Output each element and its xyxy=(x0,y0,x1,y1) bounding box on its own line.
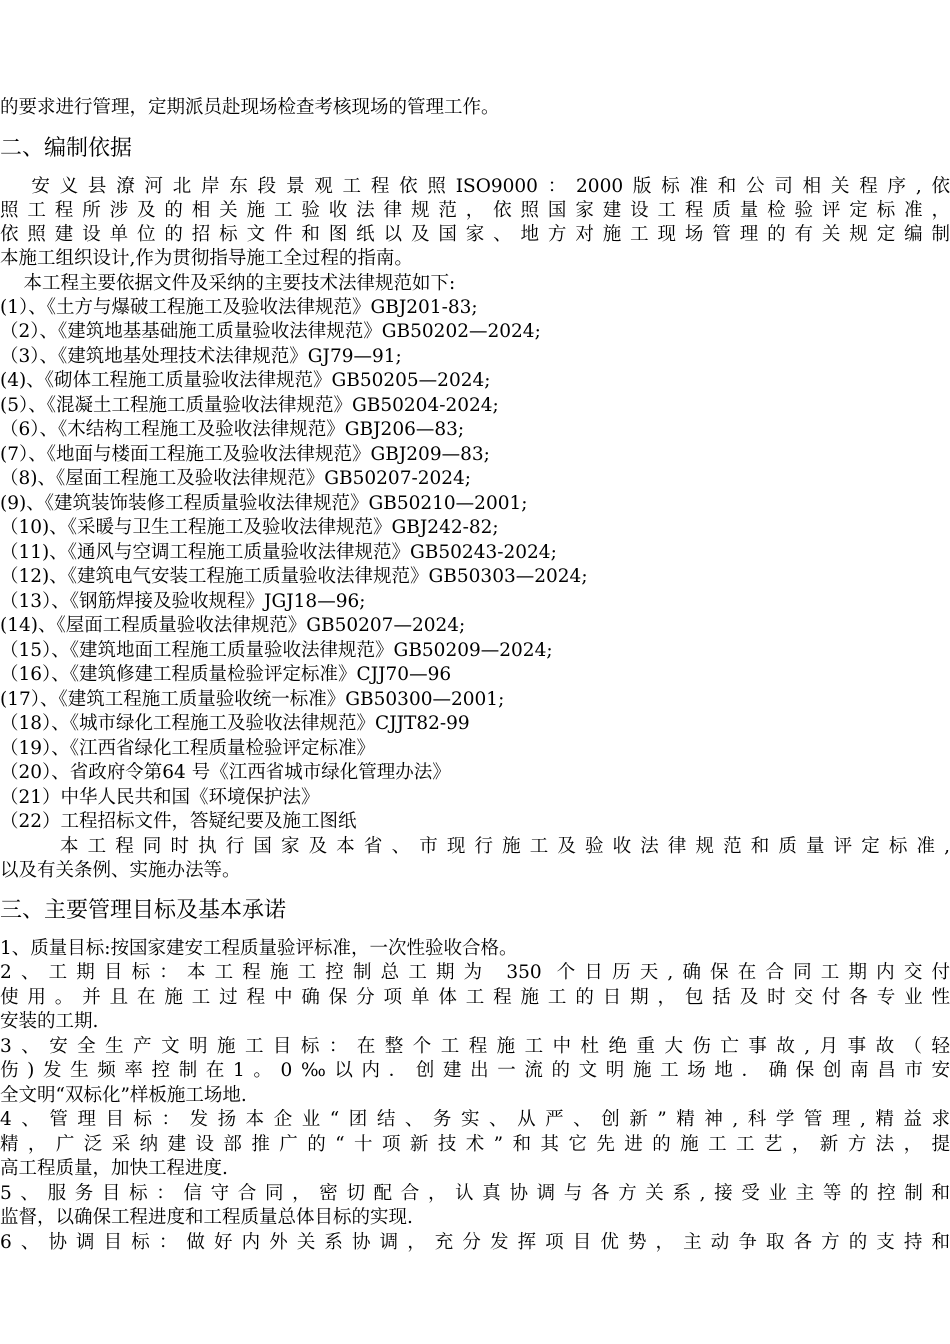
list-item: (5）、《混凝土工程施工质量验收法律规范》GB50204-2024; xyxy=(0,395,499,416)
list-item: (1）、《土方与爆破工程施工及验收法律规范》GBJ201-83; xyxy=(0,297,478,318)
list-item: （2）、《建筑地基基础施工质量验收法律规范》GB50202—2024; xyxy=(0,321,541,342)
list-item: （15）、《建筑地面工程施工质量验收法律规范》GB50209—2024; xyxy=(0,640,553,661)
text-line: 5、服务目标：信守合同，密切配合，认真协调与各方关系,接受业主等的控制和 xyxy=(0,1183,950,1204)
text-line: 以及有关条例、实施办法等。 xyxy=(0,860,241,881)
list-item: （22）工程招标文件，答疑纪要及施工图纸 xyxy=(0,811,357,832)
text-line: 1、质量目标:按国家建安工程质量验评标准，一次性验收合格。 xyxy=(0,938,518,959)
text-line: 高工程质量，加快工程进度. xyxy=(0,1158,228,1179)
list-item: （21）中华人民共和国《环境保护法》 xyxy=(0,787,320,808)
list-item: （13）、《钢筋焊接及验收规程》JGJ18—96; xyxy=(0,591,366,612)
text-line: 依照建设单位的招标文件和图纸以及国家、地方对施工现场管理的有关规定编制 xyxy=(0,224,950,245)
list-item: (14)、《屋面工程质量验收法律规范》GB50207—2024; xyxy=(0,615,466,636)
section-heading: 二、编制依据 xyxy=(0,136,133,161)
list-item: （20）、省政府令第64 号《江西省城市绿化管理办法》 xyxy=(0,762,451,783)
text-line: 6、协调目标：做好内外关系协调，充分发挥项目优势，主动争取各方的支持和 xyxy=(0,1232,950,1253)
list-item: （12)、《建筑电气安装工程施工质量验收法律规范》GB50303—2024; xyxy=(0,566,588,587)
list-item: （16）、《建筑修建工程质量检验评定标准》CJJ70—96 xyxy=(0,664,452,685)
list-item: (9)、《建筑装饰装修工程质量验收法律规范》GB50210—2001; xyxy=(0,493,528,514)
text-line: 安义县潦河北岸东段景观工程依照ISO9000：2000版标准和公司相关程序,依 xyxy=(0,176,950,197)
text-line: 使用。并且在施工过程中确保分项单体工程施工的日期，包括及时交付各专业性 xyxy=(0,987,950,1008)
text-line: 的要求进行管理，定期派员赴现场检查考核现场的管理工作。 xyxy=(0,97,500,118)
list-item: （11)、《通风与空调工程施工质量验收法律规范》GB50243-2024; xyxy=(0,542,557,563)
list-item: (17）、《建筑工程施工质量验收统一标准》GB50300—2001; xyxy=(0,689,505,710)
text-line: 3、安全生产文明施工目标：在整个工程施工中杜绝重大伤亡事故,月事故（轻 xyxy=(0,1036,950,1057)
list-item: （6）、《木结构工程施工及验收法律规范》GBJ206—83; xyxy=(0,419,465,440)
text-line: 监督，以确保工程进度和工程质量总体目标的实现. xyxy=(0,1207,413,1228)
list-item: （19）、《江西省绿化工程质量检验评定标准》 xyxy=(0,738,376,759)
text-line: 照工程所涉及的相关施工验收法律规范，依照国家建设工程质量检验评定标准， xyxy=(0,200,950,221)
text-line: 2、工期目标：本工程施工控制总工期为 350 个日历天,确保在合同工期内交付 xyxy=(0,962,950,983)
text-line: 精，广泛采纳建设部推广的“十项新技术”和其它先进的施工工艺，新方法，提 xyxy=(0,1134,950,1155)
list-item: （18）、《城市绿化工程施工及验收法律规范》CJJT82-99 xyxy=(0,713,470,734)
text-line: 4、管理目标：发扬本企业“团结、务实、从严、创新”精神,科学管理,精益求 xyxy=(0,1109,950,1130)
text-line: 本工程同时执行国家及本省、市现行施工及验收法律规范和质量评定标准, xyxy=(0,836,950,857)
text-line: 安装的工期. xyxy=(0,1011,99,1032)
list-item: （8)、《屋面工程施工及验收法律规范》GB50207-2024; xyxy=(0,468,472,489)
section-heading: 三、主要管理目标及基本承诺 xyxy=(0,898,287,923)
text-line: 伤)发生频率控制在1。0‰以内．创建出一流的文明施工场地．确保创南昌市安 xyxy=(0,1060,950,1081)
text-line: 全文明“双标化”样板施工场地. xyxy=(0,1085,247,1106)
list-item: （3）、《建筑地基处理技术法律规范》GJ79—91; xyxy=(0,346,402,367)
text-line: 本施工组织设计,作为贯彻指导施工全过程的指南。 xyxy=(0,248,413,269)
list-item: (7）、《地面与楼面工程施工及验收法律规范》GBJ209—83; xyxy=(0,444,490,465)
list-item: （10)、《采暖与卫生工程施工及验收法律规范》GBJ242-82; xyxy=(0,517,499,538)
text-line: 本工程主要依据文件及采纳的主要技术法律规范如下: xyxy=(0,273,456,294)
list-item: (4)、《砌体工程施工质量验收法律规范》GB50205—2024; xyxy=(0,370,491,391)
